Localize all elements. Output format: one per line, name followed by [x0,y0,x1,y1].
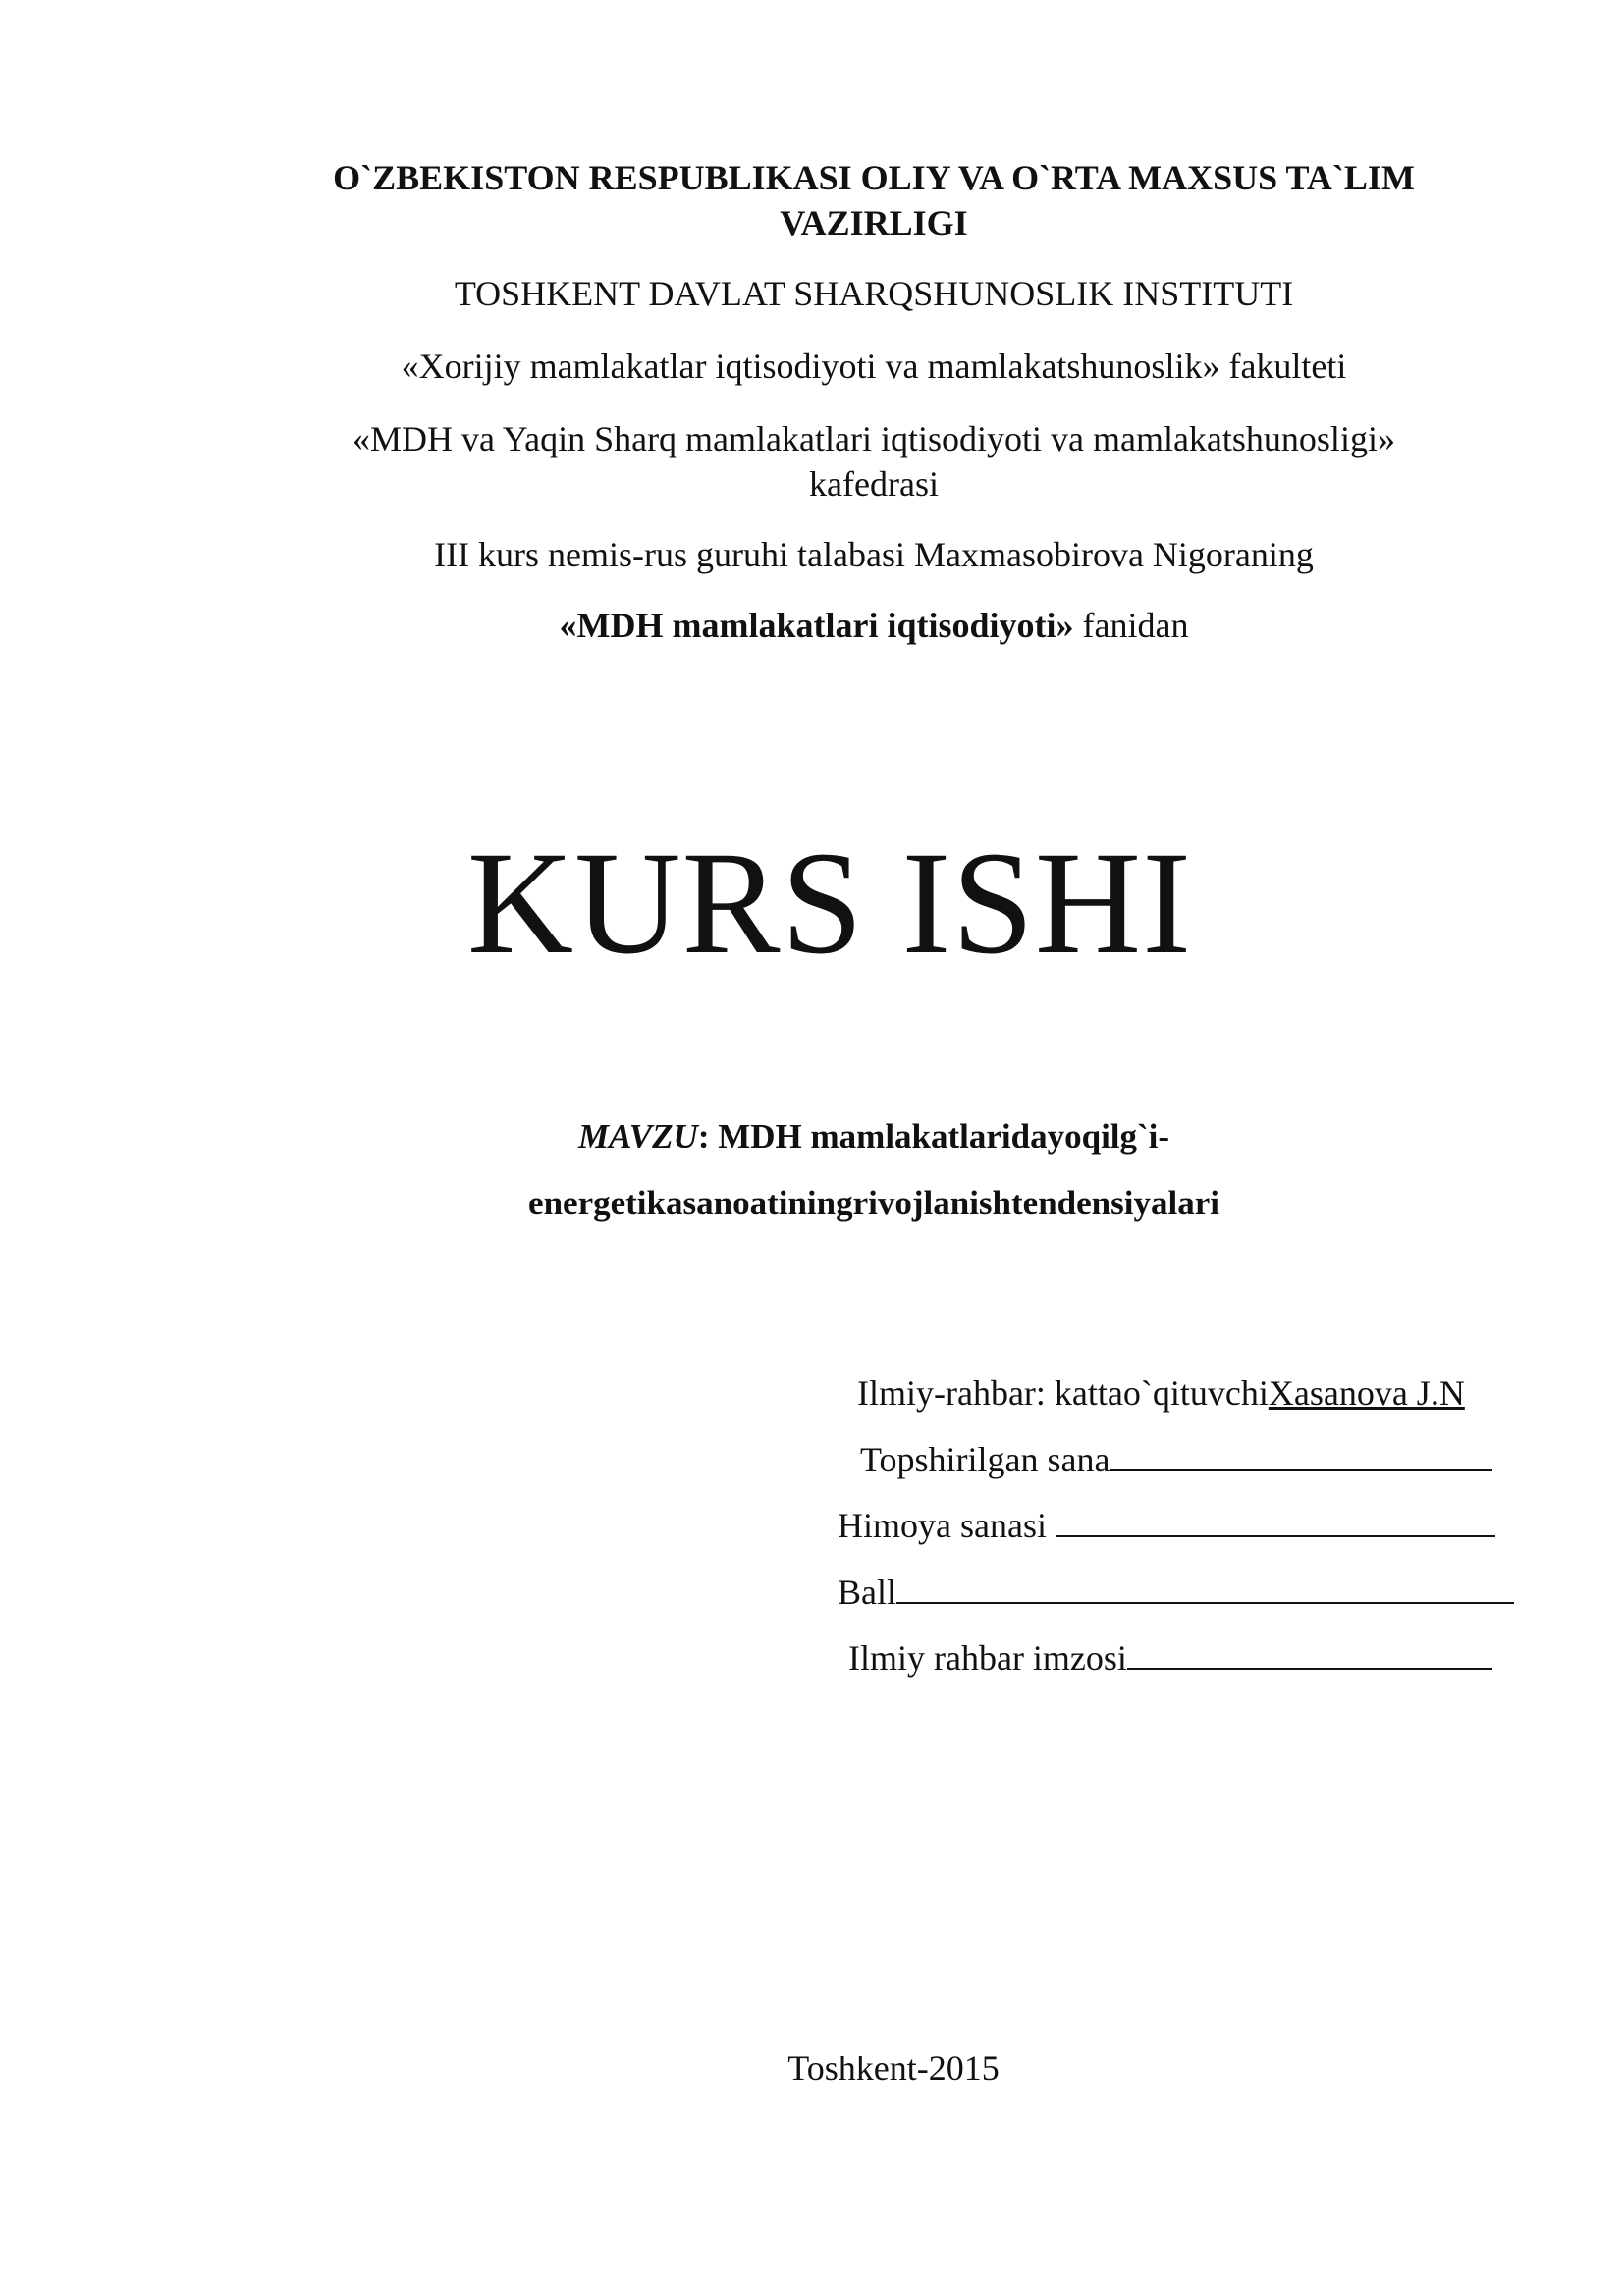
topic-text-1: MDH mamlakatlaridayoqilg`i- [709,1117,1170,1155]
submitted-label: Topshirilgan sana [860,1440,1110,1479]
topic-line-2: energetikasanoatiningrivojlanishtendensiyalari [528,1184,1219,1222]
topic-label: MAVZU [577,1117,698,1155]
subject-suffix: fanidan [1073,606,1189,645]
subject-name: «MDH mamlakatlari iqtisodiyoti» [559,606,1074,645]
document-title: KURS ISHI [466,822,1193,985]
defense-blank [1056,1504,1495,1537]
subject-line [265,603,1483,648]
supervisor-line [857,1370,1465,1415]
signature-blank [1127,1636,1492,1670]
ministry-heading: O`ZBEKISTON RESPUBLIKASI OLIY VA O`RTA MAXSUS TA`LIM VAZIRLIGI [333,158,1415,242]
score-blank [896,1571,1514,1604]
signature-label: Ilmiy rahbar imzosi [848,1638,1127,1678]
city-year: Toshkent-2015 [787,2049,1000,2088]
student-info: III kurs nemis-rus guruhi talabasi Maxmasobirova Nigoraning [434,535,1314,574]
faculty-name: «Xorijiy mamlakatlar iqtisodiyoti va mamlakatshunoslik» fakulteti [401,347,1347,386]
topic-line-1 [265,1115,1483,1158]
department-name: «MDH va Yaqin Sharq mamlakatlari iqtisodiyoti va mamlakatshunosligi» kafedrasi [352,419,1395,504]
score-label: Ball [838,1573,896,1612]
defense-label: Himoya sanasi [838,1506,1056,1545]
signature-line [848,1635,1492,1681]
submitted-blank [1110,1438,1492,1471]
score-line [838,1570,1514,1615]
topic-colon: : [697,1117,710,1155]
institute-name: TOSHKENT DAVLAT SHARQSHUNOSLIK INSTITUTI [454,274,1294,313]
submitted-date-line [860,1437,1492,1482]
defense-date-line [838,1503,1495,1548]
supervisor-label: Ilmiy-rahbar: kattao`qituvchi [857,1373,1269,1413]
supervisor-name: Xasanova J.N [1268,1373,1465,1413]
